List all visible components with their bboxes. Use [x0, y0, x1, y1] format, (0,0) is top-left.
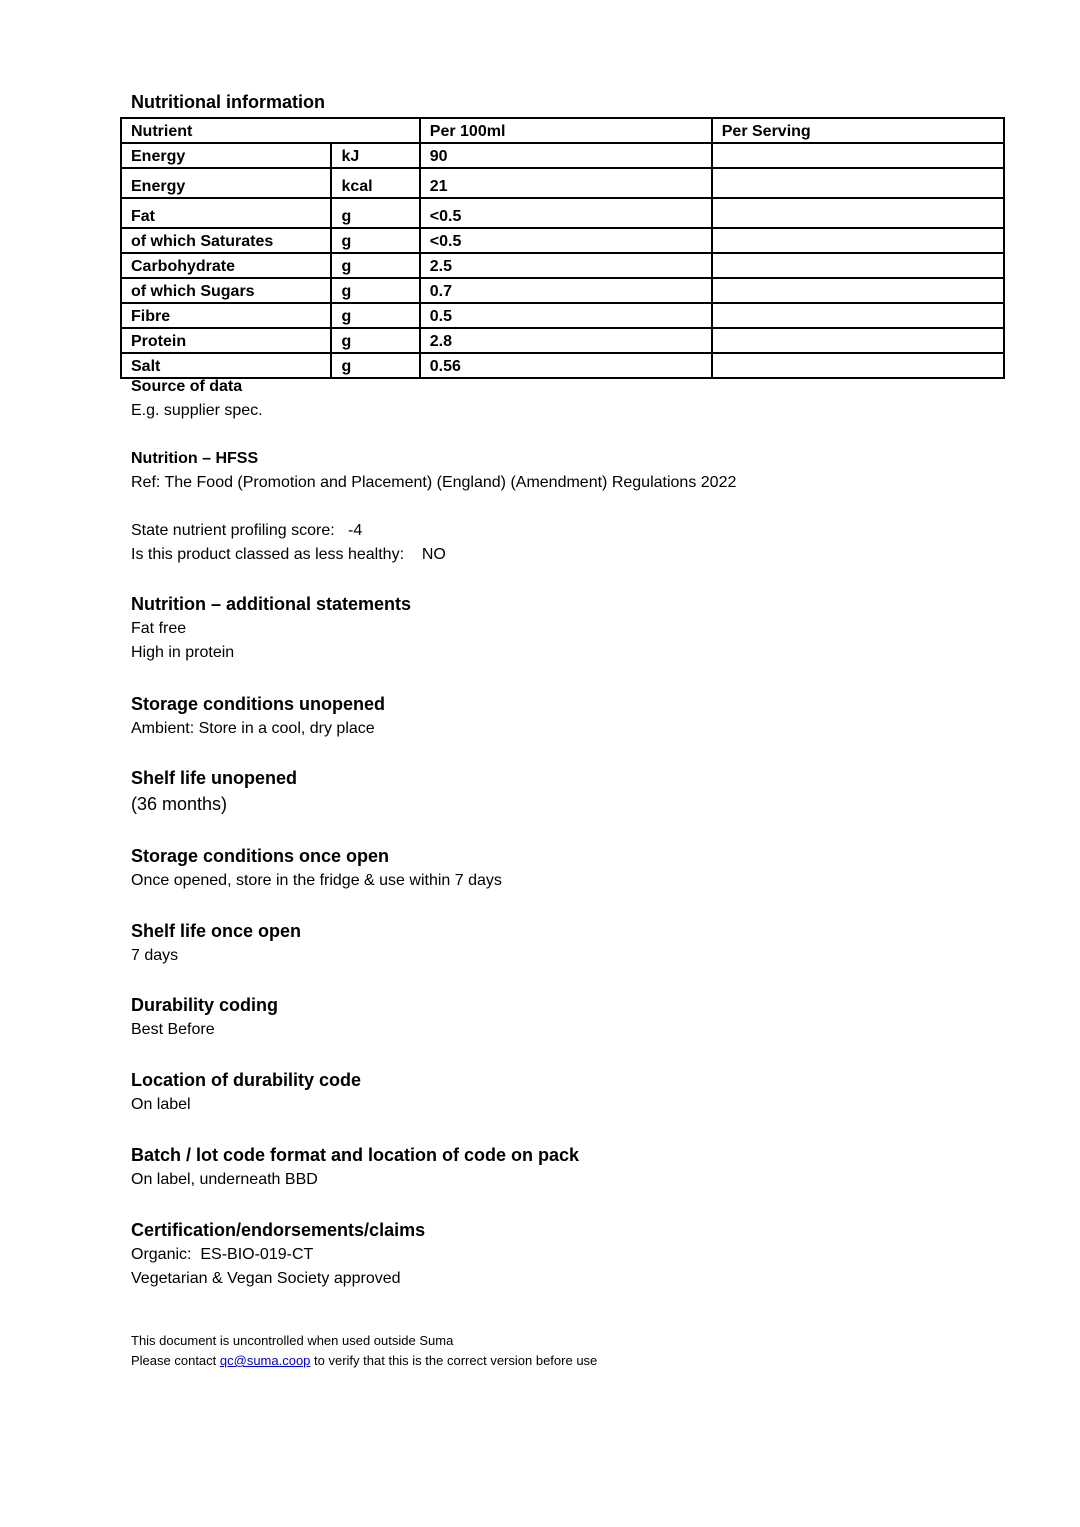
per100-cell: 0.56: [420, 353, 712, 378]
per100-cell: 0.5: [420, 303, 712, 328]
per100-cell: 2.5: [420, 253, 712, 278]
footer-line2-pre: Please contact: [131, 1353, 220, 1368]
additional-line1: Fat free: [131, 620, 187, 637]
table-row: [121, 328, 1004, 353]
additional-section: [131, 591, 411, 665]
table-row: [121, 303, 1004, 328]
shelf-unopened-heading: Shelf life unopened: [131, 768, 298, 788]
storage-unopened-heading: Storage conditions unopened: [131, 694, 386, 714]
unit-cell: g: [331, 228, 419, 253]
hfss-score-line: [131, 519, 736, 543]
cert-line2: Vegetarian & Vegan Society approved: [131, 1270, 401, 1287]
additional-line2: High in protein: [131, 644, 235, 661]
per100-cell: <0.5: [420, 198, 712, 228]
table-row: [121, 198, 1004, 228]
cert-heading: Certification/endorsements/claims: [131, 1220, 426, 1240]
nutrient-cell: Energy: [121, 168, 331, 198]
serving-cell: [712, 198, 1004, 228]
contact-email-link[interactable]: qc@suma.coop: [219, 1353, 311, 1368]
serving-cell: [712, 353, 1004, 378]
per100-cell: <0.5: [420, 228, 712, 253]
hfss-section: [131, 447, 736, 567]
score-label: State nutrient profiling score:: [131, 522, 335, 539]
durability-section: [131, 992, 278, 1042]
shelf-open-heading: Shelf life once open: [131, 921, 302, 941]
shelf-open-text: 7 days: [131, 947, 179, 964]
per100-cell: 0.7: [420, 278, 712, 303]
less-healthy-value: NO: [421, 546, 446, 563]
footer-line2-post: to verify that this is the correct version before use: [310, 1353, 598, 1368]
serving-cell: [712, 328, 1004, 353]
unit-cell: g: [331, 253, 419, 278]
unit-cell: g: [331, 198, 419, 228]
unit-cell: kcal: [331, 168, 419, 198]
nutrient-cell: Energy: [121, 143, 331, 168]
per100-cell: 90: [420, 143, 712, 168]
unit-cell: g: [331, 303, 419, 328]
location-text: On label: [131, 1096, 191, 1113]
nutrient-cell: Carbohydrate: [121, 253, 331, 278]
shelf-open-section: [131, 918, 301, 968]
serving-cell: [712, 143, 1004, 168]
nutrient-cell: Protein: [121, 328, 331, 353]
storage-open-text: Once opened, store in the fridge & use within 7 days: [131, 872, 502, 889]
shelf-unopened-text: (36 months): [131, 794, 228, 814]
batch-heading: Batch / lot code format and location of code on pack: [131, 1145, 580, 1165]
table-header-row: [121, 118, 1004, 143]
nutrient-cell: of which Saturates: [121, 228, 331, 253]
unit-cell: g: [331, 328, 419, 353]
cert-line1: Organic: ES-BIO-019-CT: [131, 1246, 314, 1263]
nutrient-cell: Salt: [121, 353, 331, 378]
nutrient-cell: of which Sugars: [121, 278, 331, 303]
shelf-unopened-section: [131, 765, 297, 817]
location-section: [131, 1067, 361, 1117]
source-section: [131, 375, 263, 423]
nutrition-title: Nutritional information: [131, 92, 325, 112]
location-heading: Location of durability code: [131, 1070, 362, 1090]
serving-cell: [712, 168, 1004, 198]
header-nutrient: Nutrient: [121, 118, 420, 143]
storage-open-section: [131, 843, 502, 893]
table-row: [121, 228, 1004, 253]
unit-cell: g: [331, 278, 419, 303]
batch-section: [131, 1142, 579, 1192]
additional-heading: Nutrition – additional statements: [131, 594, 412, 614]
batch-text: On label, underneath BBD: [131, 1171, 318, 1188]
durability-text: Best Before: [131, 1021, 215, 1038]
storage-unopened-text: Ambient: Store in a cool, dry place: [131, 720, 375, 737]
storage-open-heading: Storage conditions once open: [131, 846, 390, 866]
hfss-heading: Nutrition – HFSS: [131, 450, 259, 467]
storage-unopened-section: [131, 691, 385, 741]
durability-heading: Durability coding: [131, 995, 279, 1015]
less-healthy-label: Is this product classed as less healthy:: [131, 546, 405, 563]
nutrient-cell: Fibre: [121, 303, 331, 328]
hfss-less-healthy-line: [131, 543, 736, 567]
serving-cell: [712, 228, 1004, 253]
per100-cell: 2.8: [420, 328, 712, 353]
nutrition-table: [120, 117, 1005, 379]
unit-cell: g: [331, 353, 419, 378]
table-row: [121, 143, 1004, 168]
table-row: [121, 168, 1004, 198]
table-row: [121, 253, 1004, 278]
source-text: E.g. supplier spec.: [131, 402, 263, 419]
per100-cell: 21: [420, 168, 712, 198]
footer: [131, 1331, 597, 1371]
score-value: -4: [348, 522, 363, 539]
footer-line2: [131, 1351, 597, 1371]
source-heading: Source of data: [131, 378, 243, 395]
serving-cell: [712, 253, 1004, 278]
table-row: [121, 278, 1004, 303]
header-per-100ml: Per 100ml: [420, 118, 712, 143]
hfss-ref: Ref: The Food (Promotion and Placement) (England) (Amendment) Regulations 2022: [131, 474, 737, 491]
unit-cell: kJ: [331, 143, 419, 168]
nutrient-cell: Fat: [121, 198, 331, 228]
serving-cell: [712, 278, 1004, 303]
header-per-serving: Per Serving: [712, 118, 1004, 143]
footer-line1: This document is uncontrolled when used outside Suma: [131, 1333, 454, 1348]
cert-section: [131, 1217, 425, 1291]
serving-cell: [712, 303, 1004, 328]
